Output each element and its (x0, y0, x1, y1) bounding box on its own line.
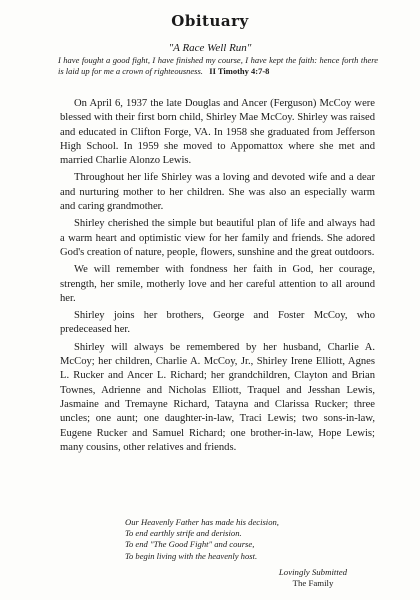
poem-line: Our Heavenly Father has made his decision, (125, 517, 279, 527)
closing (248, 567, 378, 589)
epigraph (58, 55, 378, 77)
poem (125, 517, 365, 562)
poem-line: To begin living with the heavenly host. (125, 550, 258, 561)
poem-line: To end "The Good Fight" and course, (125, 539, 255, 550)
paragraph-remember: We will remember with fondness her faith in God, her courage, strength, her smile, motherly love and her careful attention to all around her. (60, 264, 375, 304)
paragraph-birth: On April 6, 1937 the late Douglas and Ancer (Ferguson) McCoy were blessed with their first born child, Shirley Mae McCoy. Shirley was raised and educated in Clifton Forge, VA. In 1958 she graduated from Jefferson High School. In 1959 she moved to Appomattox where she met and married Charlie Alonzo Lewis. (60, 98, 375, 167)
obituary-body (60, 97, 375, 458)
paragraph-survivors: Shirley will always be remembered by her husband, Charlie A. McCoy; her children, Charlie A. McCoy, Jr., Shirley Irene Elliott, Agnes L. Rucker and Ancer L. Richard; her grandchildren, Clayton and Brian Townes, Adrienne and Nicholas Elliott, Traquel and Jesshan Lewis, Jasmaine and Tremayne Richard, Tatayna and Clarissa Rucker; three uncles; one aunt; one daughter-in-law, Traci Lewis; two sons-in-law, Eugene Rucker and Samuel Richard; one brother-in-law, Hope Lewis; many cousins, other relatives and friends. (60, 341, 375, 453)
closing-family: The Family (292, 578, 334, 588)
epigraph-citation: II Timothy 4:7-8 (209, 66, 270, 76)
poem-line: To end earthly strife and derision. (125, 528, 242, 539)
paragraph-plan-of-life: Shirley cherished the simple but beautiful plan of life and always had a warm heart and optimistic view for her family and friends. She adored God's creation of nature, people, flowers, sunshine and the great outdoors. (60, 218, 375, 258)
closing-submitted: Lovingly Submitted (278, 567, 348, 577)
page-title: Obituary (171, 12, 249, 30)
paragraph-life: Throughout her life Shirley was a loving and devoted wife and a dear and nurturing mother to her children. She was also an especially warm and caring grandmother. (60, 172, 375, 213)
subtitle: "A Race Well Run" (168, 42, 252, 54)
paragraph-predeceased: Shirley joins her brothers, George and Foster McCoy, who predeceased her. (60, 310, 375, 336)
epigraph-text: I have fought a good fight, I have finished my course, I have kept the faith: hence forth there is laid up for me a crown of righteousness. (58, 55, 378, 76)
